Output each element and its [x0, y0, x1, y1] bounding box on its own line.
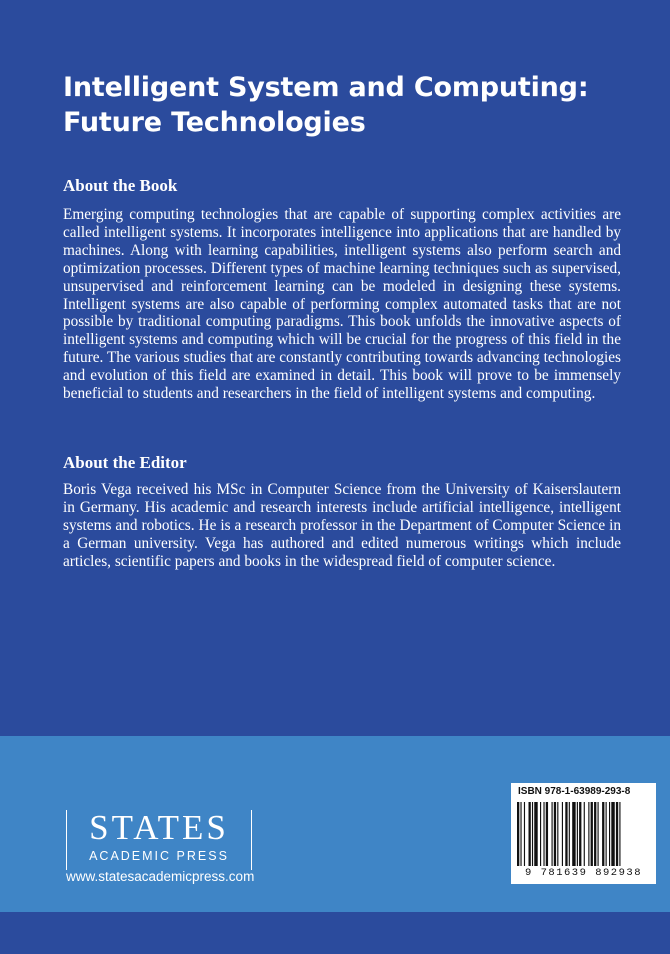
about-book-heading: About the Book: [63, 176, 178, 195]
isbn-label: ISBN 978-1-63989-293-8: [518, 786, 631, 797]
publisher-name: STATES: [89, 808, 229, 847]
book-title: Intelligent System and Computing: Future Technologies: [63, 72, 589, 138]
isbn-barcode: [511, 783, 656, 884]
about-editor-text: Boris Vega received his MSc in Computer Science from the University of Kaiserslautern in Germany. His academic and research interests include artificial intelligence, intelligent systems and robotics. He is a research professor in the Department of Computer Science in a German university. Vega has authored and edited numerous writings which include articles, scientific papers and books in the widespread field of computer science.: [63, 481, 621, 570]
publisher-logo: [66, 810, 252, 870]
publisher-url: www.statesacademicpress.com: [66, 869, 255, 884]
about-book-text: Emerging computing technologies that are capable of supporting complex activities are called intelligent systems. It incorporates intelligence into applications that are handled by machines. Along with learning capabilities, intelligent systems also perform search and optimization processes. Different types of machine learning techniques such as supervised, unsupervised and reinforcement learning can be modeled in designing these systems. Intelligent systems are also capable of performing complex automated tasks that are not possible by traditional computing paradigms. This book unfolds the innovative aspects of intelligent systems and computing which will be crucial for the progress of this field in the future. The various studies that are constantly contributing towards advancing technologies and evolution of this field are examined in detail. This book will prove to be immensely beneficial to students and researchers in the field of intelligent systems and computing.: [63, 206, 621, 403]
bottom-strip: [0, 912, 670, 954]
publisher-subtitle: ACADEMIC PRESS: [89, 849, 229, 863]
about-editor-heading: About the Editor: [63, 453, 187, 472]
barcode-bars: [517, 802, 650, 866]
barcode-digits: 9 781639 892938: [524, 867, 642, 879]
